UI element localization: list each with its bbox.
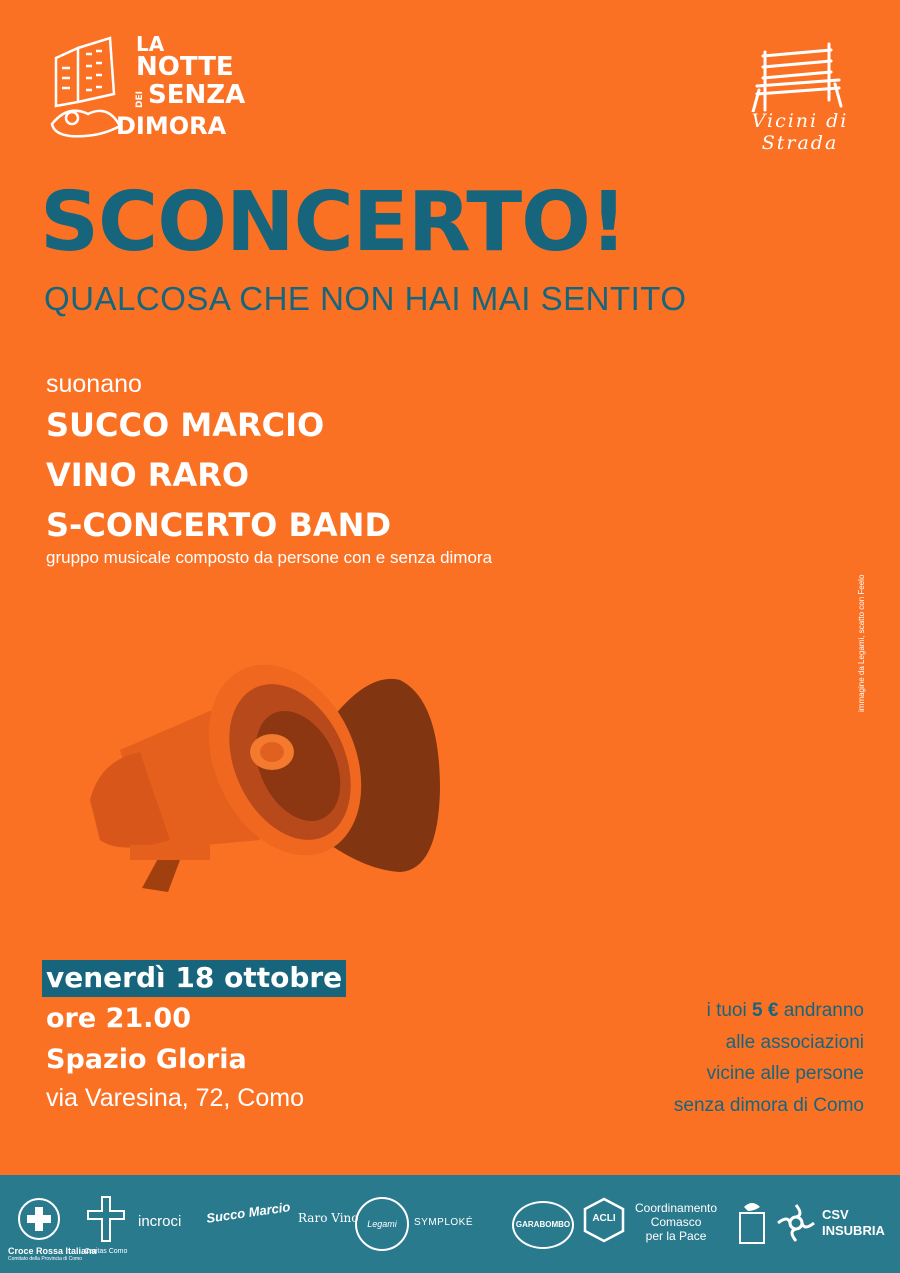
notte-logo-text-dei: DEI bbox=[135, 91, 145, 108]
notte-senza-dimora-logo bbox=[48, 34, 248, 144]
acli-label: ACLI bbox=[592, 1213, 616, 1224]
vicini-logo-line2: Strada bbox=[761, 132, 839, 154]
event-time: ore 21.00 bbox=[46, 1003, 191, 1034]
red-cross-icon bbox=[17, 1197, 61, 1241]
lineup-intro: suonano bbox=[46, 370, 142, 398]
legami-logo: Legami bbox=[355, 1197, 409, 1251]
caritas-label: Caritas Como bbox=[84, 1248, 128, 1255]
caritas-logo bbox=[80, 1195, 132, 1255]
notte-logo-text-notte: NOTTE bbox=[136, 52, 234, 82]
csv-line2: INSUBRIA bbox=[822, 1223, 885, 1238]
band-description: gruppo musicale composto da persone con e senza dimora bbox=[46, 548, 493, 567]
event-address: via Varesina, 72, Como bbox=[46, 1084, 304, 1112]
csv-insubria-logo bbox=[822, 1207, 885, 1239]
band-s-concerto: S-CONCERTO BAND bbox=[46, 506, 392, 544]
notte-logo-text-senza: SENZA bbox=[148, 80, 246, 110]
csv-line1: CSV bbox=[822, 1207, 849, 1222]
donation-line3: vicine alle persone bbox=[706, 1063, 864, 1084]
megaphone-image bbox=[60, 640, 460, 910]
page-subtitle: QUALCOSA CHE NON HAI MAI SENTITO bbox=[44, 280, 687, 317]
vicini-di-strada-logo bbox=[735, 40, 865, 155]
bench-icon bbox=[735, 40, 865, 112]
event-date: venerdì 18 ottobre bbox=[42, 960, 346, 997]
donation-note bbox=[564, 995, 864, 1121]
vicini-logo-line1: Vicini di bbox=[751, 110, 849, 132]
croce-rossa-sub: Comitato della Provincia di Como bbox=[8, 1256, 82, 1262]
peace-dove-icon bbox=[734, 1199, 770, 1247]
coordinamento-line1: Coordinamento bbox=[635, 1201, 718, 1215]
band-succo-marcio: SUCCO MARCIO bbox=[46, 406, 325, 444]
sponsor-footer bbox=[0, 1175, 900, 1273]
acli-logo bbox=[582, 1197, 626, 1243]
croce-rossa-logo bbox=[8, 1197, 97, 1262]
notte-logo-text-dimora: DIMORA bbox=[116, 112, 227, 140]
donation-line2: alle associazioni bbox=[725, 1031, 864, 1053]
csv-flower-icon bbox=[776, 1203, 816, 1243]
event-venue: Spazio Gloria bbox=[46, 1044, 247, 1075]
symploke-logo: SYMPLOKÉ bbox=[414, 1217, 474, 1228]
incroci-logo: incroci bbox=[138, 1213, 182, 1230]
page-title: SCONCERTO! bbox=[40, 175, 627, 270]
garabombo-logo: GARABOMBO bbox=[512, 1201, 574, 1249]
croce-rossa-label: Croce Rossa Italiana bbox=[8, 1246, 97, 1256]
donation-line1 bbox=[564, 995, 864, 1027]
band-vino-raro: VINO RARO bbox=[46, 456, 250, 494]
donation-amount: 5 € bbox=[752, 1000, 779, 1021]
succo-marcio-logo: Succo Marcio bbox=[205, 1199, 292, 1226]
coordinamento-line2: Comasco bbox=[650, 1215, 702, 1229]
vino-raro-logo: Raro Vino bbox=[298, 1211, 359, 1225]
donation-line4: senza dimora di Como bbox=[673, 1094, 864, 1116]
caritas-cross-icon bbox=[86, 1195, 126, 1243]
donation-prefix: i tuoi bbox=[706, 1000, 747, 1021]
coordinamento-line3: per la Pace bbox=[645, 1229, 707, 1243]
notte-logo-text-la: LA bbox=[136, 32, 165, 56]
coordinamento-logo bbox=[635, 1201, 717, 1243]
image-credit: immagine da Legami, scatto con Feelo bbox=[857, 574, 866, 712]
donation-suffix: andranno bbox=[783, 1000, 864, 1021]
